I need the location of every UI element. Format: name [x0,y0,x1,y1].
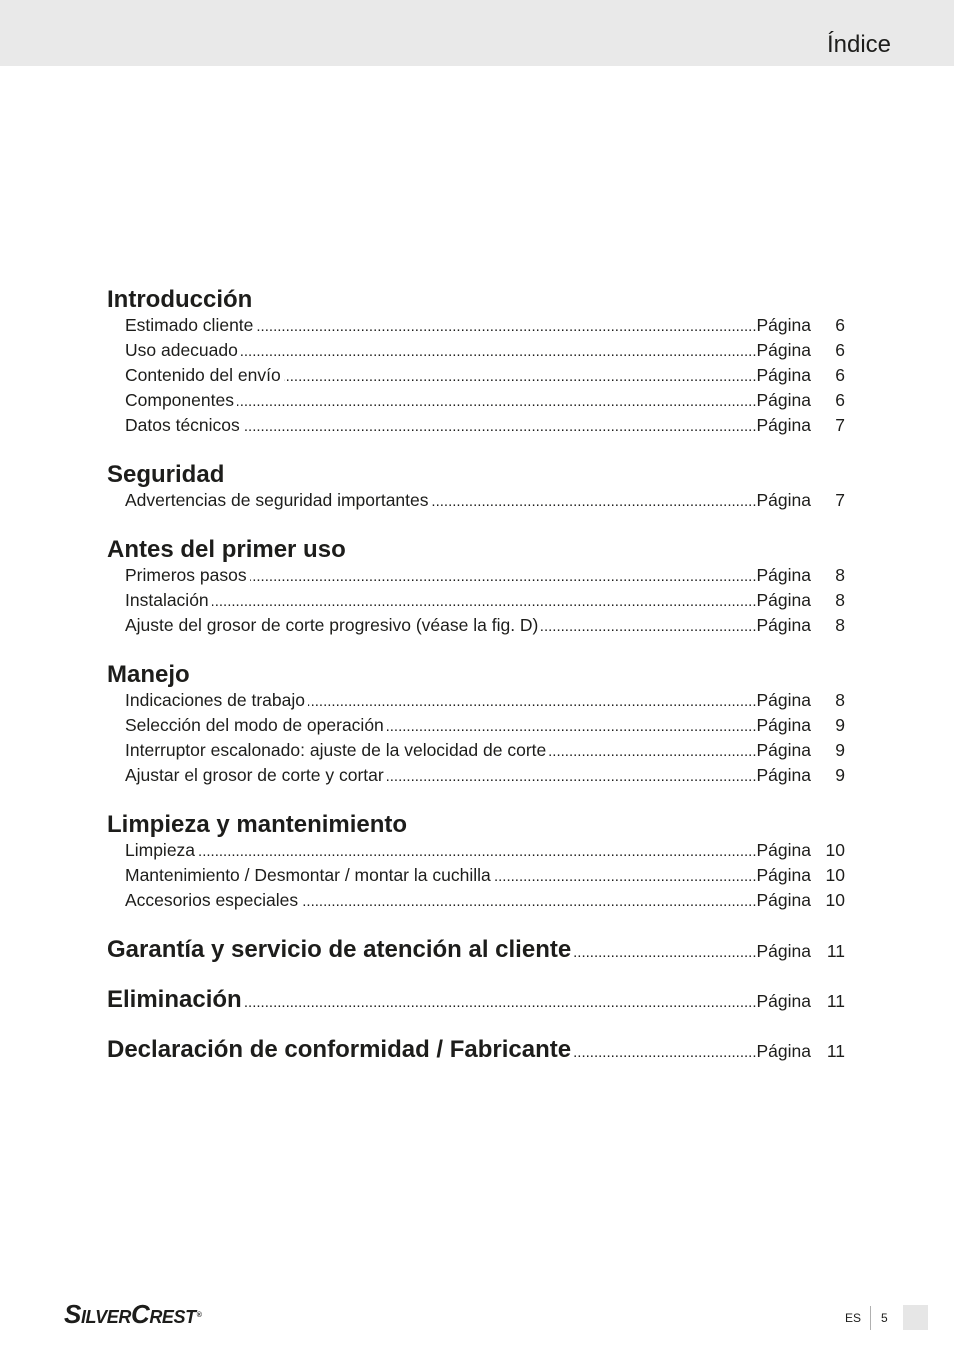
page-label: Página [756,740,811,760]
page-number: 6 [835,315,845,335]
toc-chapter-heading: Eliminación [107,986,242,1013]
page-number: 6 [835,365,845,385]
brand-logo-text: SilverCrest [64,1299,196,1329]
toc-entry-label: Primeros pasos [125,565,247,585]
toc-entry [107,588,845,613]
toc-entry-label: Selección del modo de operación [125,715,384,735]
dot-leader [245,990,757,1016]
page-number: 9 [835,765,845,785]
toc-entry [107,413,845,438]
toc-chapter-row [107,937,845,963]
toc-section [107,812,845,913]
page-label: Página [756,991,811,1011]
toc-chapter-heading: Declaración de conformidad / Fabricante [107,1036,572,1063]
corner-tab [903,1305,928,1330]
toc-entry [107,338,845,363]
page-title: Índice [826,31,891,58]
page-label: Página [756,690,811,710]
page-number: 6 [835,390,845,410]
toc-entry [107,838,845,863]
dot-leader [308,689,757,714]
toc-chapter-heading: Garantía y servicio de atención al cliente [107,936,572,963]
footer-divider [870,1306,871,1330]
page-number: 8 [835,615,845,635]
toc-entry [107,488,845,513]
dot-leader [574,1040,756,1066]
dot-leader [198,839,756,864]
toc-chapter [107,987,845,1013]
dot-leader [494,864,757,889]
toc-entry [107,363,845,388]
page-number: 6 [835,340,845,360]
page-label: Página [756,890,811,910]
dot-leader [574,940,756,966]
toc-section-heading: Limpieza y mantenimiento [107,811,408,838]
page-number: 11 [826,941,845,961]
toc-chapter [107,1037,845,1063]
toc-entry [107,713,845,738]
page-number-footer: 5 [881,1311,888,1325]
toc-entry-label: Datos técnicos [125,415,240,435]
toc-entry [107,763,845,788]
toc-entry-label: Uso adecuado [125,340,238,360]
dot-leader [387,714,757,739]
registered-mark: ® [196,1312,202,1319]
toc-entry-label: Estimado cliente [125,315,254,335]
brand-logo [64,1300,202,1328]
dot-leader [301,889,756,914]
toc-entry-label: Limpieza [125,840,196,860]
page-number: 11 [826,991,845,1011]
page-number: 7 [835,415,845,435]
page-number: 8 [835,565,845,585]
toc-entry-label: Componentes [125,390,234,410]
dot-leader [243,414,757,439]
page-label: Página [756,565,811,585]
toc-section [107,537,845,638]
page-label: Página [756,490,811,510]
dot-leader [241,339,757,364]
page-number: 11 [826,1041,845,1061]
toc-entry-label: Ajuste del grosor de corte progresivo (véase la fig. D) [125,615,539,635]
toc-section-heading: Introducción [107,286,253,313]
page-number: 10 [825,865,845,885]
toc-section-heading: Seguridad [107,461,225,488]
dot-leader [432,489,757,514]
dot-leader [237,389,757,414]
toc-entry-label: Advertencias de seguridad importantes [125,490,429,510]
page-number: 9 [835,740,845,760]
dot-leader [250,564,757,589]
page-label: Página [756,865,811,885]
dot-leader [549,739,756,764]
page-label: Página [756,340,811,360]
page-label: Página [756,840,811,860]
toc-entry [107,738,845,763]
toc-chapter-row [107,1037,845,1063]
page-label: Página [756,715,811,735]
toc-entry [107,688,845,713]
table-of-contents [107,287,845,1063]
toc-entry-label: Instalación [125,590,209,610]
toc-entry-label: Mantenimiento / Desmontar / montar la cuchilla [125,865,491,885]
dot-leader [256,314,756,339]
page-label: Página [756,390,811,410]
page-label: Página [756,1041,811,1061]
page-label: Página [756,365,811,385]
page-number: 10 [825,890,845,910]
toc-section-heading: Manejo [107,661,190,688]
toc-entry [107,613,845,638]
toc-section [107,662,845,788]
page-number: 8 [835,690,845,710]
toc-entry-label: Accesorios especiales [125,890,299,910]
toc-entry [107,563,845,588]
page-label: Página [756,315,811,335]
toc-entry [107,313,845,338]
page-number: 9 [835,715,845,735]
toc-section [107,287,845,438]
toc-entry [107,388,845,413]
toc-section-heading: Antes del primer uso [107,536,346,563]
dot-leader [541,614,756,639]
toc-entry [107,888,845,913]
toc-entry-label: Indicaciones de trabajo [125,690,305,710]
language-code: ES [845,1311,862,1325]
toc-entry-label: Contenido del envío [125,365,281,385]
page-number: 7 [835,490,845,510]
header-band [0,0,954,66]
page-label: Página [756,615,811,635]
page-label: Página [756,941,811,961]
dot-leader [387,764,757,789]
toc-chapter [107,937,845,963]
toc-chapter-row [107,987,845,1013]
page-label: Página [756,590,811,610]
toc-entry-label: Interruptor escalonado: ajuste de la velocidad de corte [125,740,547,760]
toc-section [107,462,845,513]
page-label: Página [756,415,811,435]
page-number: 8 [835,590,845,610]
page-number: 10 [825,840,845,860]
toc-entry [107,863,845,888]
dot-leader [284,364,757,389]
page-label: Página [756,765,811,785]
dot-leader [212,589,757,614]
toc-entry-label: Ajustar el grosor de corte y cortar [125,765,384,785]
